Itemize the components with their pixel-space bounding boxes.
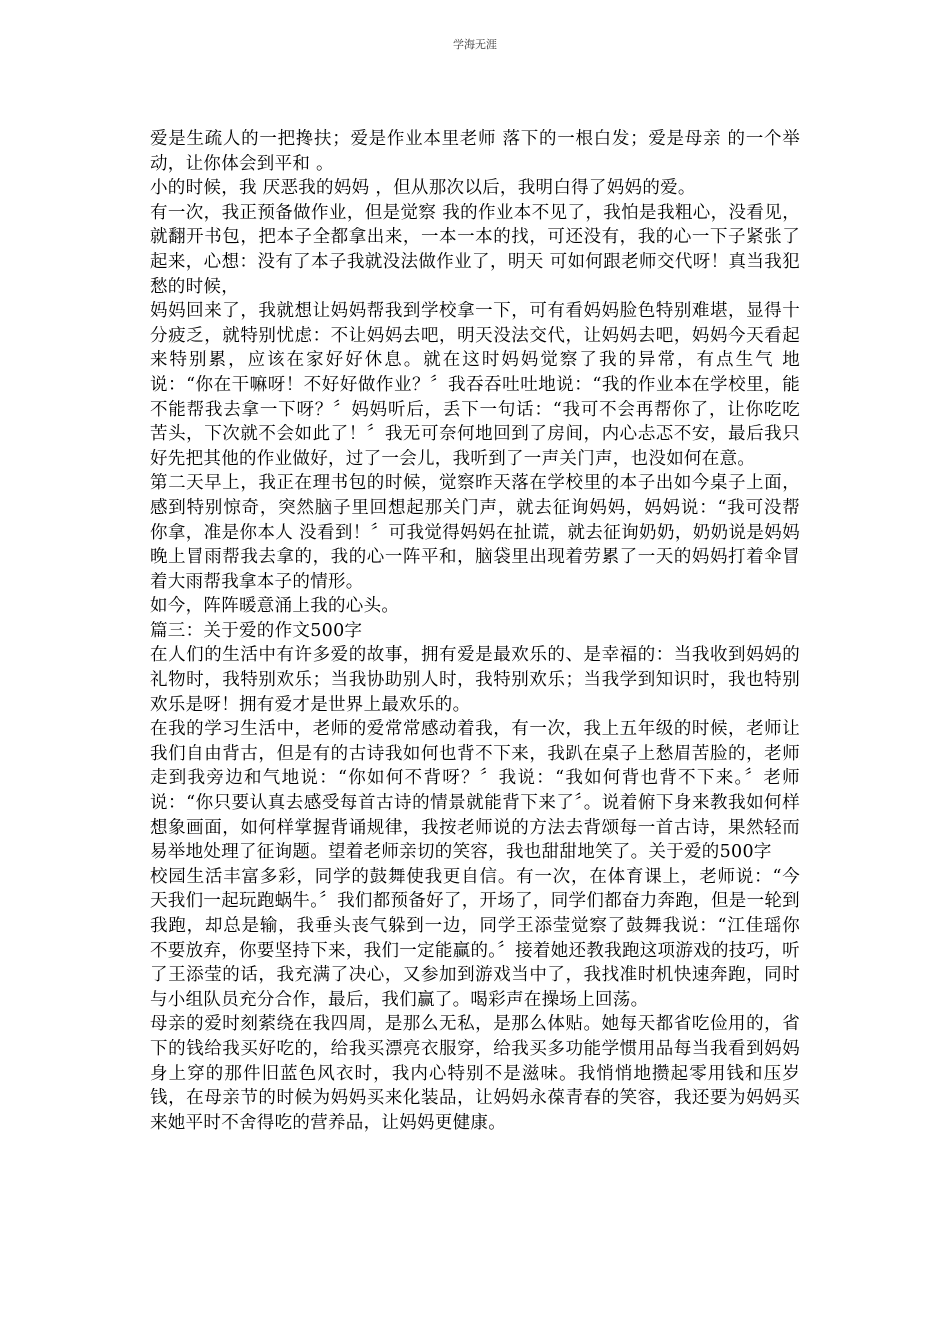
paragraph-6: 如今，阵阵暖意涌上我的心头。 bbox=[150, 596, 400, 617]
paragraph-10: 母亲的爱时刻萦绕在我四周，是那么无私，是那么体贴。她每天都省吃俭用的，省下的钱给我买好吃的，给我买漂亮衣服穿，给我买多功能学惯用品每当我看到妈妈身上穿的那件旧蓝色风衣时，我内心特别不是滋味。我悄悄地攒起零用钱和压岁钱，在母亲节的时候为妈妈买来化装品，让妈妈永葆青春的笑容，我还要为妈妈买来她平时不舍得吃的营养品，让妈妈更健康。 bbox=[150, 1014, 800, 1133]
paragraph-3: 有一次，我正预备做作业，但是觉察 我的作业本不见了，我怕是我粗心，没看见，就翻开书包，把本子全都拿出来，一本一本的找，可还没有，我的心一下子紧张了起来，心想：没有了本子我就没法做作业了，明天 可如何跟老师交代呀！真当我犯愁的时候， bbox=[150, 202, 800, 297]
section-heading: 篇三：关于爱的作文500字 bbox=[150, 620, 363, 641]
paragraph-8: 在我的学习生活中，老师的爱常常感动着我，有一次，我上五年级的时候，老师让我们自由背古，但是有的古诗我如何也背不下来，我趴在桌子上愁眉苦脸的，老师走到我旁边和气地说：“你如何不背呀？〞我说：“我如何背也背不下来。〞老师说：“你只要认真去感受每首古诗的情景就能背下来了〞。说着俯下身来教我如何样想象画面，如何样掌握背诵规律，我按老师说的方法去背颂每一首古诗，果然轻而易举地处理了征询题。望着老师亲切的笑容，我也甜甜地笑了。关于爱的500字 bbox=[150, 719, 800, 863]
paragraph-4: 妈妈回来了，我就想让妈妈帮我到学校拿一下，可有看妈妈脸色特别难堪，显得十分疲乏，就特别忧虑：不让妈妈去吧，明天没法交代，让妈妈去吧，妈妈今天看起来特别累，应该在家好好休息。就在这时妈妈觉察了我的异常，有点生气 地说：“你在干嘛呀！不好好做作业？〞我吞吞吐吐地说：“我的作业本在学校里，能不能帮我去拿一下呀？〞妈妈听后，丢下一句话：“我可不会再帮你了，让你吃吃苦头，下次就不会如此了！〞我无可奈何地回到了房间，内心忐忑不安，最后我只好先把其他的作业做好，过了一会儿，我听到了一声关门声，也没如何在意。 bbox=[150, 301, 800, 469]
paragraph-9: 校园生活丰富多彩，同学的鼓舞使我更自信。有一次，在体育课上，老师说：“今天我们一起玩跑蜗牛。〞我们都预备好了，开场了，同学们都奋力奔跑，但是一轮到我跑，却总是输，我垂头丧气躲到一边，同学王添莹觉察了鼓舞我说：“江佳瑶你不要放弃，你要坚持下来，我们一定能赢的。〞接着她还教我跑这项游戏的技巧，听了王添莹的话，我充满了决心，又参加到游戏当中了，我找准时机快速奔跑，同时与小组队员充分合作，最后，我们赢了。喝彩声在操场上回荡。 bbox=[150, 866, 800, 1010]
document-body bbox=[150, 127, 800, 1135]
paragraph-2: 小的时候，我 厌恶我的妈妈 ，但从那次以后，我明白得了妈妈的爱。 bbox=[150, 178, 696, 199]
paragraph-1: 爱是生疏人的一把搀扶；爱是作业本里老师 落下的一根白发；爱是母亲 的一个举动，让你体会到平和 。 bbox=[150, 129, 800, 174]
paragraph-5: 第二天早上，我正在理书包的时候，觉察昨天落在学校里的本子出如今桌子上面，感到特别惊奇，突然脑子里回想起那关门声，就去征询妈妈，妈妈说：“我可没帮你拿，准是你本人 没看到！〞可我觉得妈妈在扯谎，就去征询奶奶，奶奶说是妈妈晚上冒雨帮我去拿的，我的心一阵平和，脑袋里出现着劳累了一天的妈妈打着伞冒着大雨帮我拿本子的情形。 bbox=[150, 473, 800, 592]
page-header: 学海无涯 bbox=[453, 38, 497, 51]
paragraph-7: 在人们的生活中有许多爱的故事，拥有爱是最欢乐的、是幸福的：当我收到妈妈的礼物时，我特别欢乐；当我协助别人时，我特别欢乐；当我学到知识时，我也特别欢乐是呀！拥有爱才是世界上最欢乐的。 bbox=[150, 645, 800, 715]
